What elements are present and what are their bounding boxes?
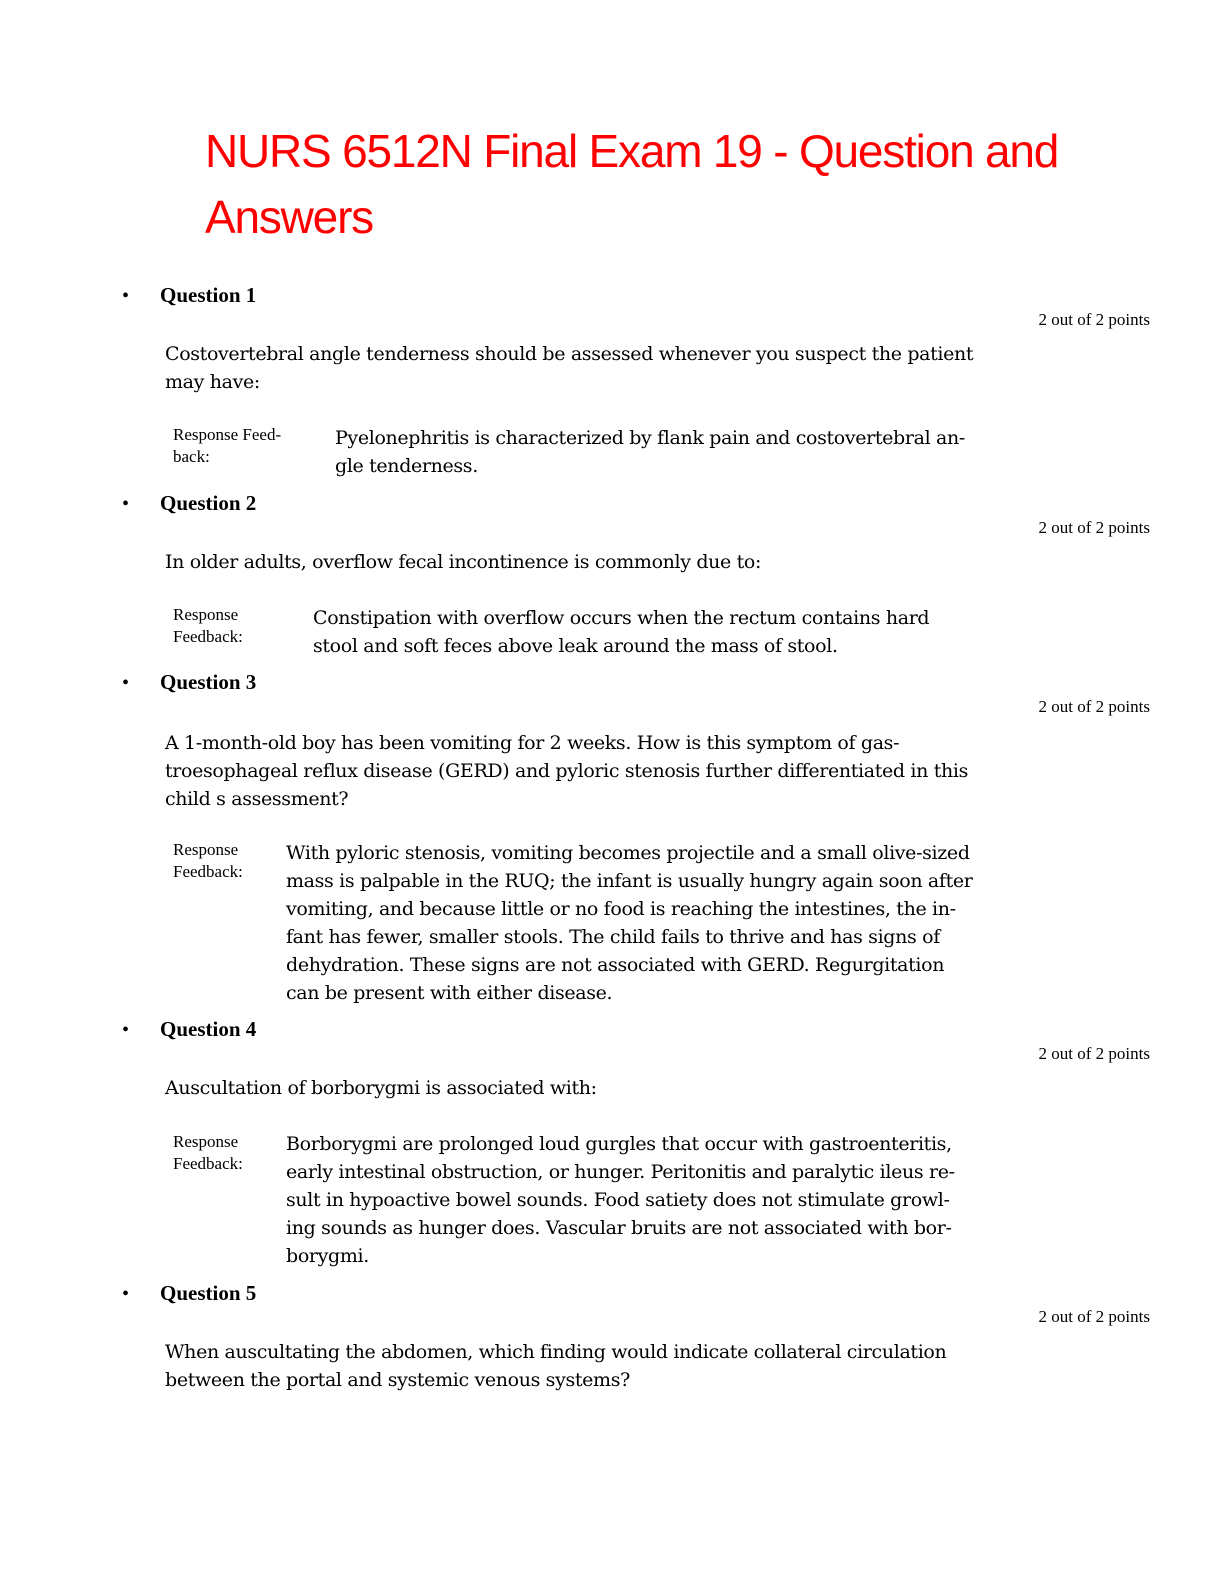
question-4-feedback-label: Response Feedback: bbox=[173, 1132, 243, 1173]
question-2-feedback-text: Constipation with overflow occurs when the rectum contains hard stool and soft feces above leak around the mass of stool. bbox=[313, 607, 930, 657]
question-3-text: A 1-month-old boy has been vomiting for 2 weeks. How is this symptom of gas- troesophageal reflux disease (GERD) and pyloric stenosis further differentiated in this child s assessment? bbox=[165, 732, 969, 810]
document-title bbox=[205, 118, 1105, 250]
question-5-heading bbox=[122, 1281, 256, 1305]
question-5-points: 2 out of 2 points bbox=[1038, 1307, 1150, 1326]
question-1-text: Costovertebral angle tenderness should be assessed whenever you suspect the patient may have: bbox=[165, 343, 974, 393]
question-4-heading bbox=[122, 1017, 256, 1041]
question-1-heading bbox=[122, 283, 256, 307]
bullet-icon: • bbox=[122, 672, 130, 694]
question-1-points: 2 out of 2 points bbox=[1038, 310, 1150, 329]
title-line-1: NURS 6512N Final Exam 19 - Question and bbox=[205, 125, 1059, 177]
question-2-text: In older adults, overflow fecal incontinence is commonly due to: bbox=[165, 551, 762, 573]
question-3-label: Question 3 bbox=[160, 670, 257, 694]
question-4-points: 2 out of 2 points bbox=[1038, 1044, 1150, 1063]
question-1-label: Question 1 bbox=[160, 283, 257, 307]
question-3-points: 2 out of 2 points bbox=[1038, 697, 1150, 716]
question-2-points: 2 out of 2 points bbox=[1038, 518, 1150, 537]
question-4-label: Question 4 bbox=[160, 1017, 257, 1041]
question-1-feedback-text: Pyelonephritis is characterized by flank pain and costovertebral an- gle tenderness. bbox=[335, 427, 965, 477]
question-2-feedback-label: Response Feedback: bbox=[173, 605, 243, 646]
title-line-2: Answers bbox=[205, 191, 373, 243]
question-3-feedback-text: With pyloric stenosis, vomiting becomes projectile and a small olive-sized mass is palpable in the RUQ; the infant is usually hungry again soon after vomiting, and because little or no food is reaching the intestines, the in- fant has fewer, smaller stools. The child fails to thrive and has signs of dehydration. These signs are not associated with GERD. Regurgitation can be present with either disease. bbox=[286, 842, 973, 1004]
question-2-label: Question 2 bbox=[160, 491, 257, 515]
bullet-icon: • bbox=[122, 1283, 130, 1305]
question-5-label: Question 5 bbox=[160, 1281, 257, 1305]
question-3-heading bbox=[122, 670, 256, 694]
question-4-text: Auscultation of borborygmi is associated with: bbox=[165, 1077, 597, 1099]
question-2-heading bbox=[122, 491, 256, 515]
question-3-feedback-label: Response Feedback: bbox=[173, 840, 243, 881]
question-1-feedback-label: Response Feed- back: bbox=[173, 425, 282, 466]
bullet-icon: • bbox=[122, 1019, 130, 1041]
question-4-feedback-text: Borborygmi are prolonged loud gurgles that occur with gastroenteritis, early intestinal obstruction, or hunger. Peritonitis and paralytic ileus re- sult in hypoactive bowel sounds. Food satiety does not stimulate growl- ing sounds as hunger does. Vascular bruits are not associated with bor- borygmi. bbox=[286, 1133, 955, 1267]
bullet-icon: • bbox=[122, 493, 130, 515]
bullet-icon: • bbox=[122, 285, 130, 307]
question-5-text: When auscultating the abdomen, which finding would indicate collateral circulation between the portal and systemic venous systems? bbox=[165, 1341, 947, 1391]
